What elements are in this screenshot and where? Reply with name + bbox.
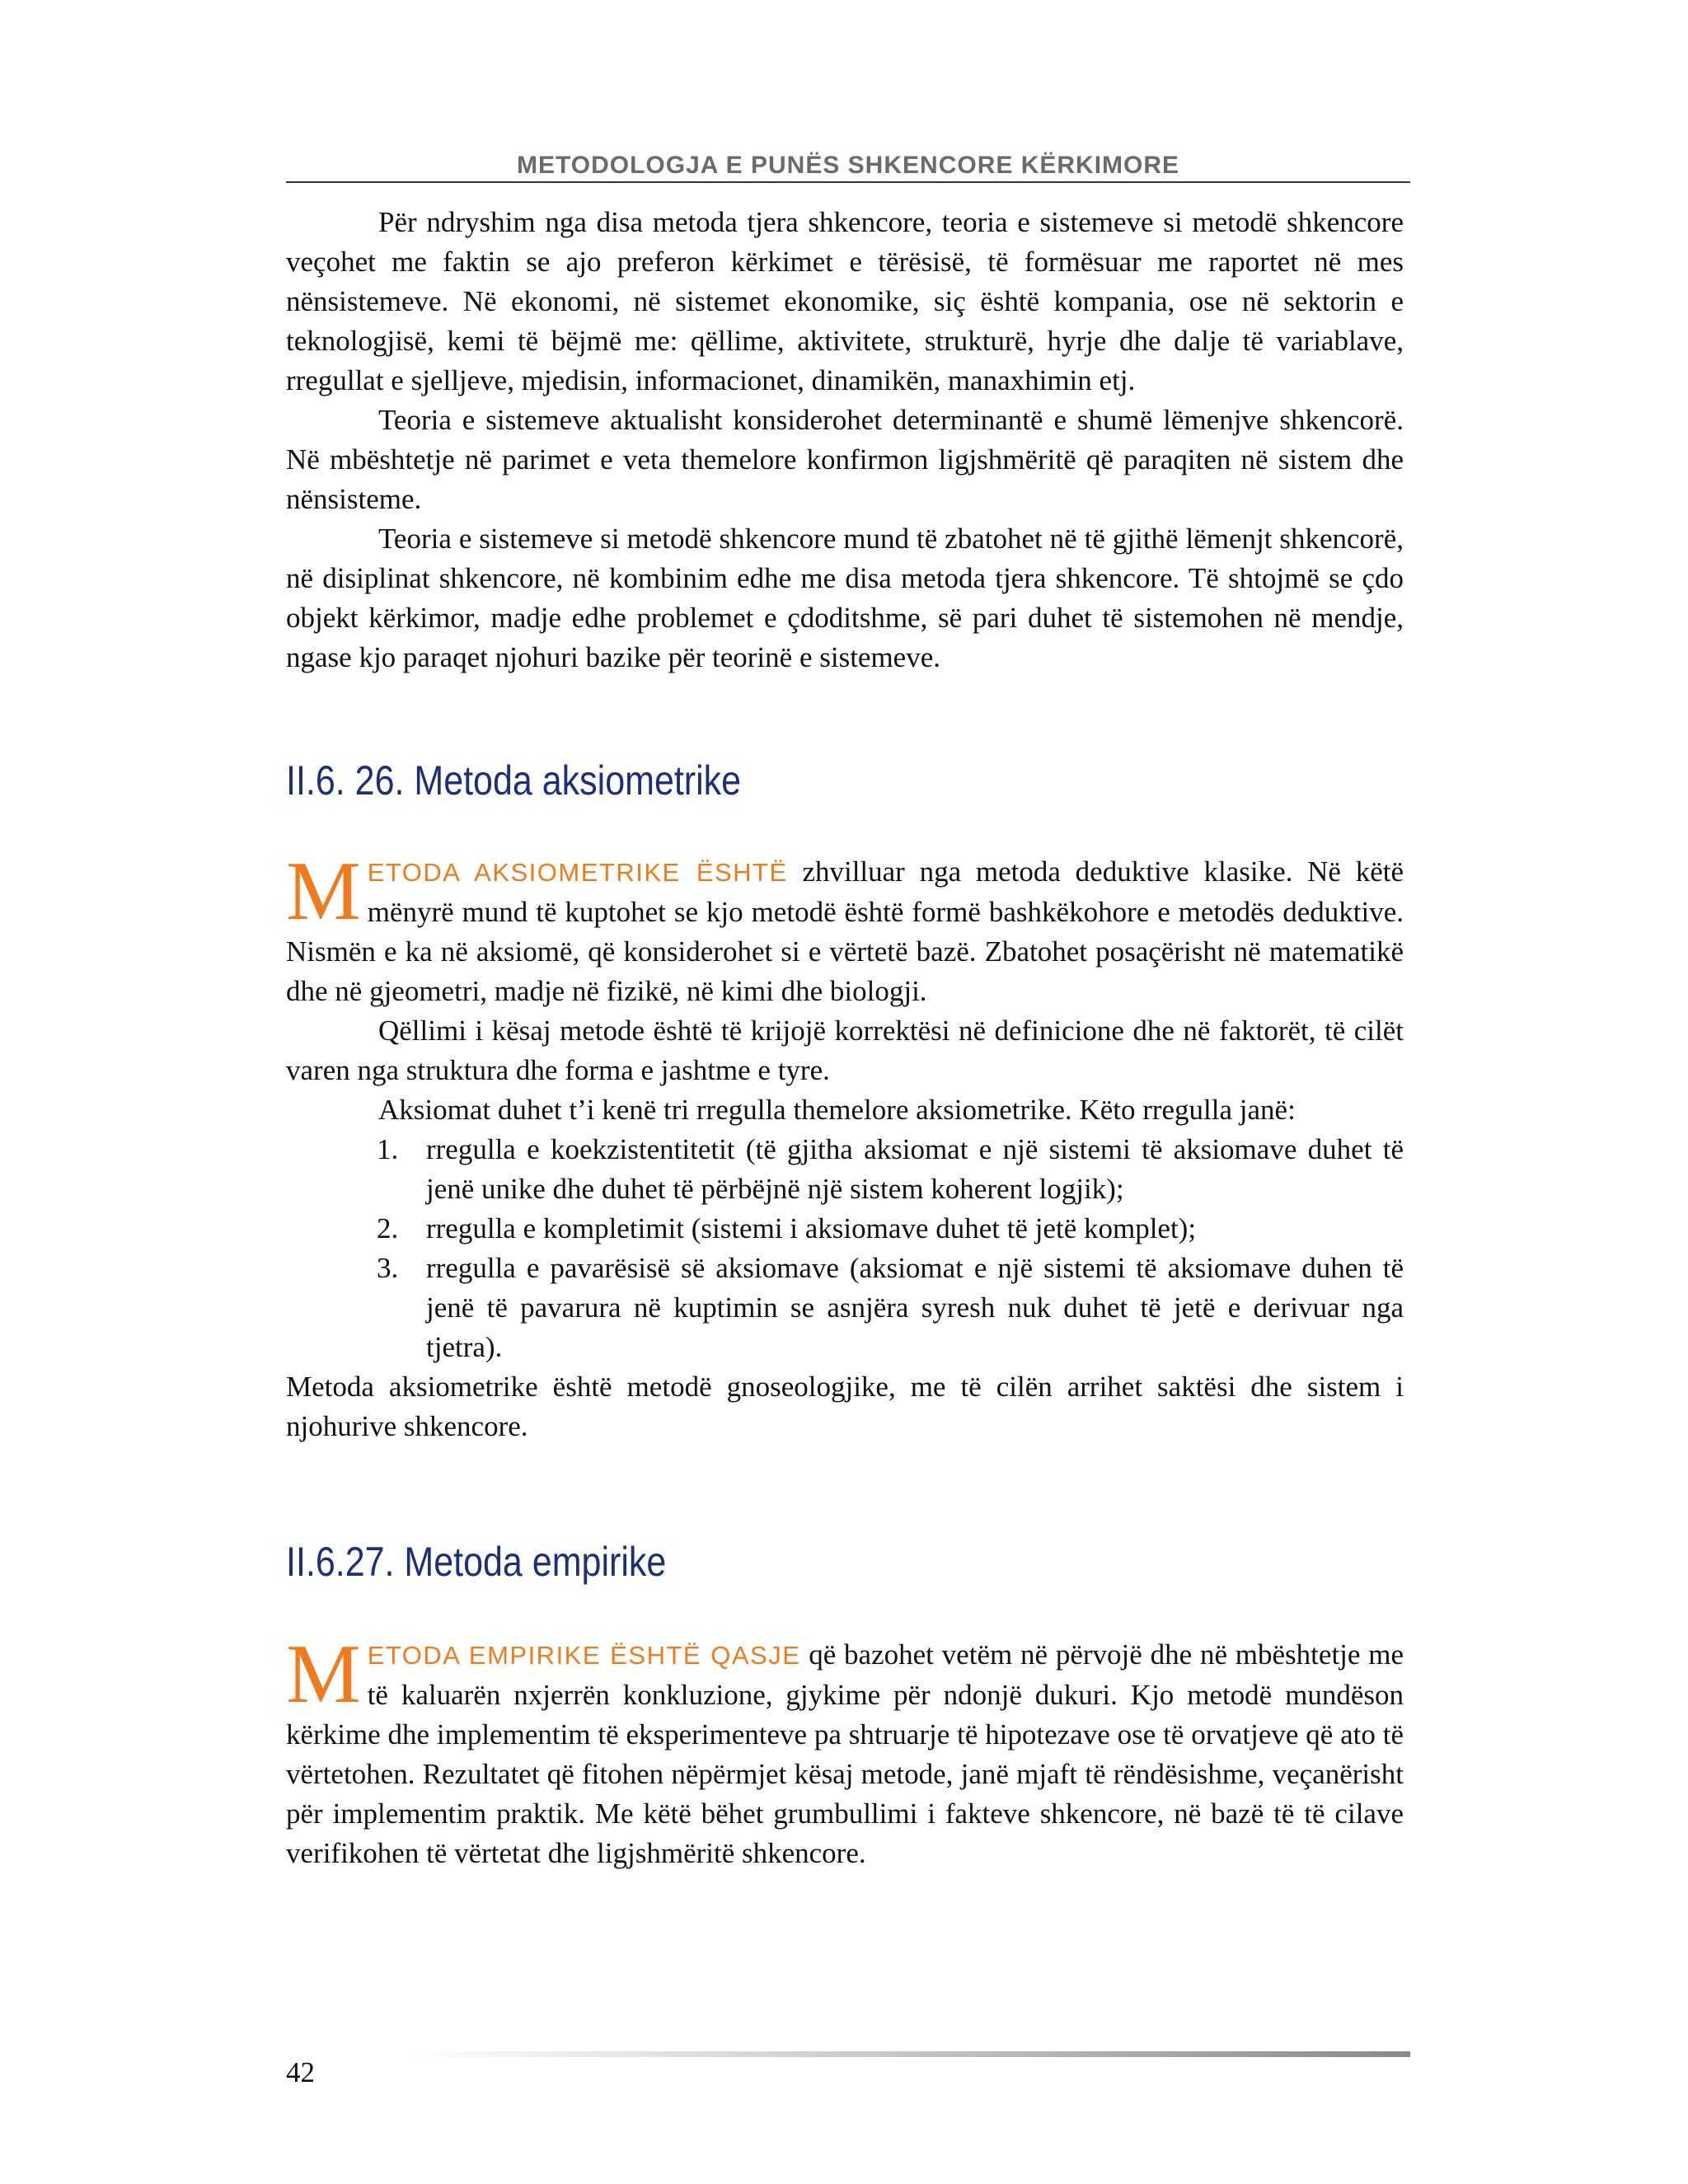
lead-paragraph [286, 845, 1404, 1011]
list-number: 1. [377, 1133, 399, 1165]
intro-paragraph: Teoria e sistemeve aktualisht konsiderohet determinantë e shumë lëmenjve shkencorë. Në mbështetje në parimet e veta themelore konfirmon ligjshmëritë që paraqiten në sistem dhe nënsisteme. [286, 404, 1404, 515]
lead-words: ETODA EMPIRIKE ËSHTË QASJE [367, 1641, 801, 1670]
closing-paragraph: Metoda aksiometrike është metodë gnoseologjike, me të cilën arrihet saktësi dhe sistem i njohurive shkencore. [286, 1371, 1404, 1442]
intro-text [286, 203, 1404, 677]
lead-words: ETODA AKSIOMETRIKE ËSHTË [367, 858, 788, 887]
list-item [377, 1130, 1404, 1209]
section-empirike-body [286, 1628, 1404, 1873]
page-number: 42 [286, 2056, 315, 2088]
list-text: rregulla e kompletimit (sistemi i aksiomave duhet të jetë komplet); [426, 1212, 1197, 1244]
list-text: rregulla e koekzistentitetit (të gjitha aksiomat e një sistemi të aksiomave duhet të jenë unike dhe duhet të përbëjnë një sistem koherent logjik); [426, 1133, 1404, 1205]
section-heading-aksiometrike: II.6. 26. Metoda aksiometrike [286, 757, 742, 804]
lead-rest: zhvilluar nga metoda deduktive klasike. Në këtë mënyrë mund të kuptohet se kjo metodë është formë bashkëkohore e metodës deduktive. Nismën e ka në aksiomë, që konsiderohet si e vërtetë bazë. Zbatohet posaçërisht në matematikë dhe në gjeometri, madje në fizikë, në kimi dhe biologji. [286, 855, 1404, 1007]
rules-list [286, 1130, 1404, 1367]
dropcap-letter: M [286, 1628, 361, 1721]
list-item [377, 1249, 1404, 1367]
list-number: 3. [377, 1252, 399, 1284]
dropcap-letter: M [286, 845, 361, 938]
body-paragraph: Aksiomat duhet t’i kenë tri rregulla themelore aksiometrike. Këto rregulla janë: [378, 1094, 1296, 1126]
intro-paragraph: Për ndryshim nga disa metoda tjera shkencore, teoria e sistemeve si metodë shkencore veçohet me faktin se ajo preferon kërkimet e tërësisë, të formësuar me raportet në mes nënsistemeve. Në ekonomi, në sistemet ekonomike, siç është kompania, ose në sektorin e teknologjisë, kemi të bëjmë me: qëllime, aktivitete, strukturë, hyrje dhe dalje të variablave, rregullat e sjelljeve, mjedisin, informacionet, dinamikën, manaxhimin etj. [286, 206, 1404, 396]
section-heading-empirike: II.6.27. Metoda empirike [286, 1539, 667, 1585]
section-aksiometrike-body [286, 845, 1404, 1446]
list-number: 2. [377, 1212, 399, 1244]
lead-rest: që bazohet vetëm në përvojë dhe në mbështetje me të kaluarën nxjerrën konkluzione, gjykime për ndonjë dukuri. Kjo metodë mundëson kërkime dhe implementim të eksperimenteve pa shtruarje të hipotezave ose të orvatjeve që ato të vërtetohen. Rezultatet që fitohen nëpërmjet kësaj metode, janë mjaft të rëndësishme, veçanërisht për implementim praktik. Me këtë bëhet grumbullimi i fakteve shkencore, në bazë të të cilave verifikohen të vërtetat dhe ligjshmëritë shkencore. [286, 1638, 1404, 1869]
intro-paragraph: Teoria e sistemeve si metodë shkencore mund të zbatohet në të gjithë lëmenjt shkencorë, në disiplinat shkencore, në kombinim edhe me disa metoda tjera shkencore. Të shtojmë se çdo objekt kërkimor, madje edhe problemet e çdoditshme, së pari duhet të sistemohen në mendje, ngase kjo paraqet njohuri bazike për teorinë e sistemeve. [286, 523, 1404, 673]
body-paragraph: Qëllimi i kësaj metode është të krijojë korrektësi në definicione dhe në faktorët, të cilët varen nga struktura dhe forma e jashtme e tyre. [286, 1015, 1404, 1086]
running-header: METODOLOGJA E PUNËS SHKENCORE KËRKIMORE [516, 152, 1180, 179]
list-item [377, 1209, 1404, 1249]
header-rule [286, 181, 1410, 183]
footer-rule [408, 2051, 1410, 2057]
lead-paragraph [286, 1628, 1404, 1873]
list-text: rregulla e pavarësisë së aksiomave (aksiomat e një sistemi të aksiomave duhen të jenë të pavarura në kuptimin se asnjëra syresh nuk duhet të jetë e derivuar nga tjetra). [426, 1252, 1404, 1363]
